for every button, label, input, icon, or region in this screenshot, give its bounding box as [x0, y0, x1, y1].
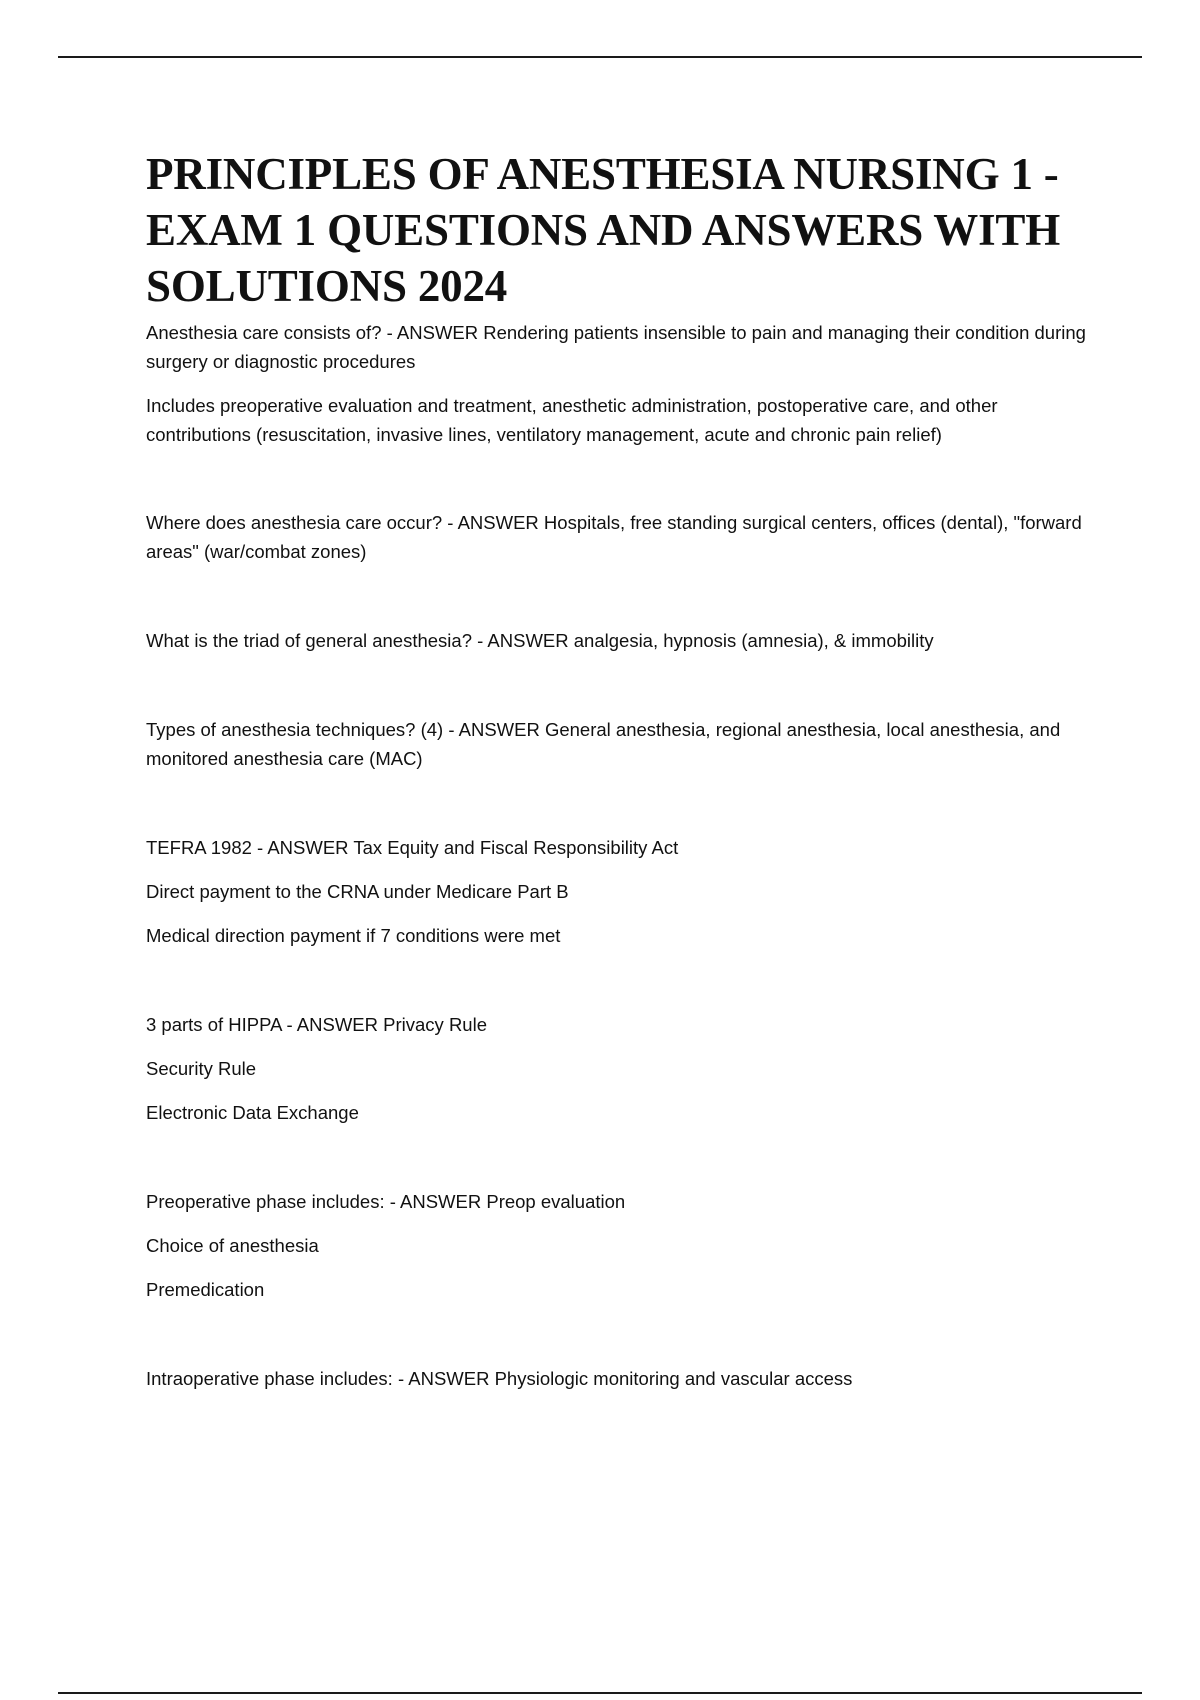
qa-paragraph: Choice of anesthesia — [146, 1235, 319, 1256]
qa-entry — [146, 715, 1106, 773]
qa-paragraph: Electronic Data Exchange — [146, 1102, 359, 1123]
qa-entry — [146, 1010, 1106, 1127]
qa-entry — [146, 1187, 1106, 1304]
qa-paragraph: Includes preoperative evaluation and treatment, anesthetic administration, postoperative care, and other contributions (resuscitation, invasive lines, ventilatory management, acute and chronic pain relief) — [146, 395, 998, 445]
qa-paragraph: Intraoperative phase includes: - ANSWER Physiologic monitoring and vascular access — [146, 1368, 853, 1389]
qa-entry — [146, 1364, 1106, 1393]
document-title: PRINCIPLES OF ANESTHESIA NURSING 1 - EXAM 1 QUESTIONS AND ANSWERS WITH SOLUTIONS 2024 — [146, 149, 1061, 311]
top-rule — [58, 56, 1142, 58]
qa-paragraph: Where does anesthesia care occur? - ANSWER Hospitals, free standing surgical centers, offices (dental), "forward areas" (war/combat zones) — [146, 512, 1082, 562]
document-body — [146, 146, 1106, 1408]
qa-paragraph: Medical direction payment if 7 conditions were met — [146, 925, 561, 946]
qa-entry — [146, 318, 1106, 449]
qa-paragraph: Premedication — [146, 1279, 265, 1300]
qa-paragraph: 3 parts of HIPPA - ANSWER Privacy Rule — [146, 1014, 487, 1035]
qa-entry — [146, 626, 1106, 655]
qa-entry — [146, 833, 1106, 950]
qa-paragraph: Preoperative phase includes: - ANSWER Preop evaluation — [146, 1191, 626, 1212]
qa-paragraph: TEFRA 1982 - ANSWER Tax Equity and Fiscal Responsibility Act — [146, 837, 679, 858]
qa-paragraph: Security Rule — [146, 1058, 257, 1079]
qa-paragraph: What is the triad of general anesthesia? - ANSWER analgesia, hypnosis (amnesia), & immobility — [146, 630, 934, 651]
qa-paragraph: Anesthesia care consists of? - ANSWER Rendering patients insensible to pain and managing their condition during surgery or diagnostic procedures — [146, 322, 1086, 372]
bottom-rule — [58, 1692, 1142, 1694]
qa-paragraph: Types of anesthesia techniques? (4) - ANSWER General anesthesia, regional anesthesia, local anesthesia, and monitored anesthesia care (MAC) — [146, 719, 1061, 769]
qa-entry — [146, 508, 1106, 566]
qa-paragraph: Direct payment to the CRNA under Medicare Part B — [146, 881, 569, 902]
